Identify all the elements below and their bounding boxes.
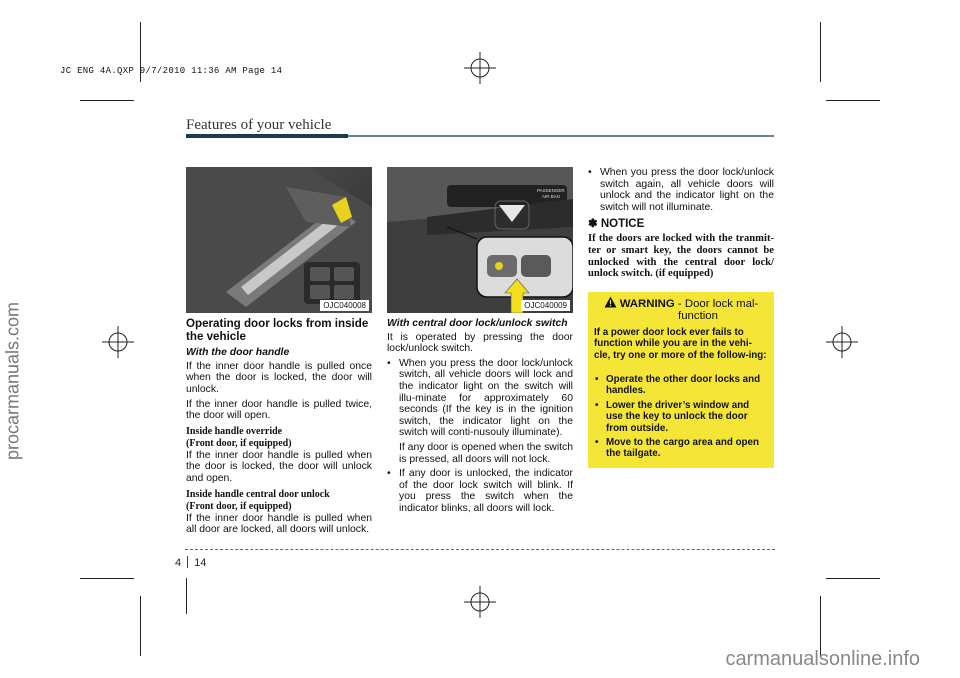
warning-item: • Move to the cargo area and open the tailgate.: [594, 437, 768, 460]
crop-mark: [140, 596, 141, 656]
registration-mark-icon: [464, 586, 496, 618]
left-column: [186, 318, 372, 539]
registration-mark-icon: [464, 52, 496, 84]
subheading: (Front door, if equipped): [186, 437, 292, 449]
watermark-bottom: carmanualsonline.info: [725, 648, 920, 670]
airbag-label: AIR BAG: [542, 194, 561, 199]
registration-mark-icon: [102, 326, 134, 358]
paragraph: If the inner door handle is pulled once when the door is locked, the door will unlock.: [186, 360, 372, 395]
section-heading: Operating door locks from inside the vehicle: [186, 317, 369, 343]
door-handle-photo: [186, 167, 372, 313]
warning-list: [594, 374, 768, 463]
central-lock-switch-photo: [387, 167, 573, 313]
crop-mark: [80, 578, 134, 579]
crop-mark: [826, 100, 880, 101]
right-column: [588, 167, 774, 280]
subheading: (Front door, if equipped): [186, 500, 292, 512]
paragraph: It is operated by pressing the door lock/unlock switch.: [387, 331, 573, 355]
header-rule-light: [348, 135, 774, 137]
notice-title: ✽ NOTICE: [588, 218, 645, 231]
crop-mark: [820, 596, 821, 656]
paragraph: If any door is opened when the switch is pressed, all doors will not lock.: [399, 441, 573, 465]
list-item: • When you press the door lock/unlock switch, all vehicle doors will lock and the indicator light on the switch will illu-minate for approximately 60 seconds (If the key is in the ignition switch, the indicator light on the switch will conti-nusouly illuminate).: [387, 358, 573, 439]
notice-body: If the doors are locked with the tranmit-ter or smart key, the doors cannot be unlocked with the central door lock/ unlock switch. (if equipped): [588, 232, 774, 280]
passenger-label: PASSENGER: [537, 188, 565, 193]
image-caption: OJC040008: [320, 300, 369, 311]
print-slug: JC ENG 4A.QXP 9/7/2010 11:36 AM Page 14: [60, 66, 283, 76]
subheading: Inside handle central door unlock: [186, 488, 330, 500]
watermark-left: procarmanuals.com: [2, 301, 23, 461]
middle-column: [387, 318, 573, 518]
warning-item: • Operate the other door locks and handles.: [594, 374, 768, 397]
warning-label: WARNING: [619, 298, 675, 310]
crop-mark: [80, 100, 134, 101]
crop-mark: [826, 578, 880, 579]
warning-box: [588, 292, 774, 468]
page-number: 4 14: [175, 557, 207, 569]
list-item: • When you press the door lock/unlock switch again, all vehicle doors will unlock and the indicator light on the switch will not illuminate.: [588, 167, 774, 213]
warning-triangle-icon: [604, 296, 617, 308]
registration-mark-icon: [826, 326, 858, 358]
paragraph: If the inner door handle is pulled when the door is locked, the door will unlock and open.: [186, 449, 372, 484]
warning-title: [588, 296, 774, 322]
warning-title-line2: function: [678, 310, 718, 322]
section-title: Features of your vehicle: [186, 117, 332, 133]
image-caption: OJC040009: [521, 300, 570, 311]
list-item: • If any door is unlocked, the indicator of the door lock switch will blink. If you press the switch when the indicator blinks, all doors will lock.: [387, 468, 573, 514]
warning-intro: If a power door lock ever fails to function while you are in the vehi-cle, try one or more of the follow-ing:: [594, 327, 767, 361]
subheading: With central door lock/unlock switch: [387, 318, 568, 329]
subheading: With the door handle: [186, 347, 290, 359]
header-rule-dark: [186, 134, 348, 138]
warning-item: • Lower the driver’s window and use the key to unlock the door from outside.: [594, 400, 768, 434]
footer-rule: [185, 549, 775, 550]
subheading: Inside handle override: [186, 425, 283, 437]
paragraph: If the inner door handle is pulled when all door are locked, all doors will unlock.: [186, 512, 372, 536]
paragraph: If the inner door handle is pulled twice, the door will open.: [186, 398, 372, 422]
trim-line: [186, 578, 187, 614]
crop-mark: [820, 22, 821, 82]
warning-title-suffix: - Door lock mal-: [674, 298, 759, 310]
